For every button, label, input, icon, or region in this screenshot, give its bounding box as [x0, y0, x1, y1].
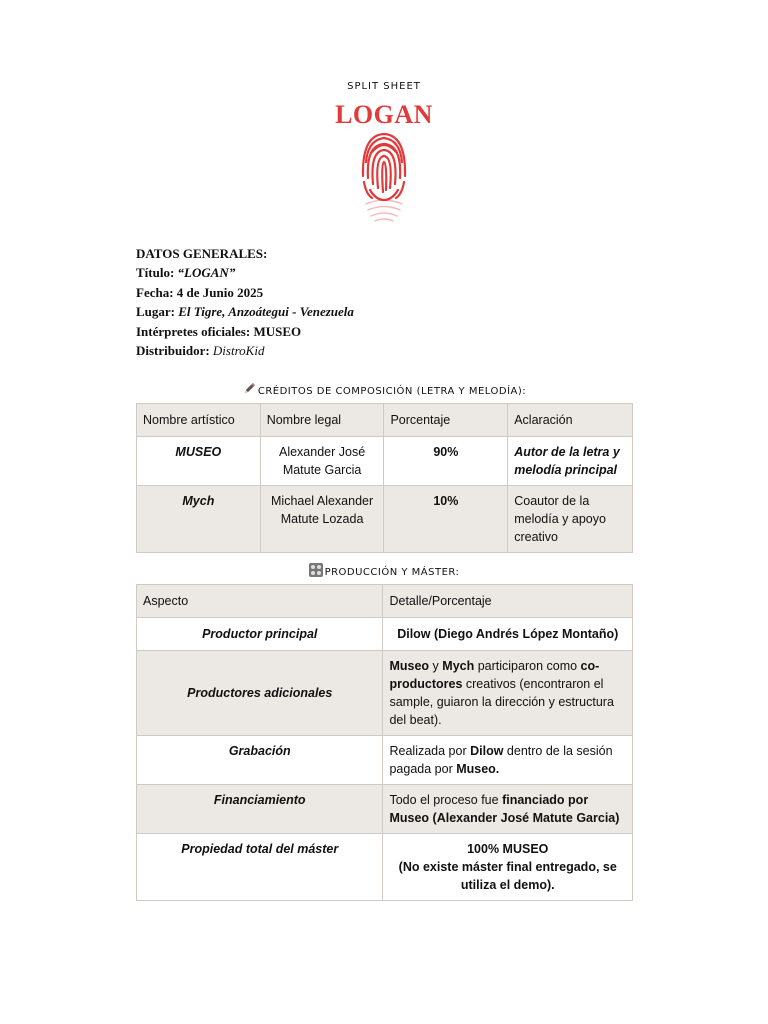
- table-row: [137, 785, 633, 834]
- performers-line: [136, 322, 636, 341]
- composition-credits-title: [0, 382, 768, 399]
- date-value: 4 de Junio 2025: [176, 284, 264, 300]
- place-line: [136, 302, 636, 321]
- place-label: Lugar:: [136, 304, 179, 320]
- detail-text: y: [429, 659, 443, 673]
- detail-text: financiado por Museo (Alexander José Matute Garcia): [389, 793, 620, 825]
- artistic-name-cell: MUSEO: [137, 437, 261, 486]
- aspect-cell: Grabación: [137, 736, 383, 785]
- percentage-cell: 90%: [384, 437, 508, 486]
- detail-text: (No existe máster final entregado, se utiliza el demo).: [398, 860, 617, 892]
- production-master-table: [136, 584, 633, 901]
- detail-text: creativos (encontraron el sample, guiaron la dirección y estructura del beat).: [389, 677, 614, 727]
- detail-text: Realizada por: [389, 744, 471, 758]
- header-percentage: Porcentaje: [384, 404, 508, 437]
- title-line: [136, 263, 636, 282]
- table-header-row: [137, 404, 633, 437]
- detail-text: Museo.: [456, 762, 500, 776]
- title-label: Título:: [136, 265, 178, 281]
- legal-name-cell: Alexander José Matute Garcia: [260, 437, 384, 486]
- header-aspect: Aspecto: [137, 585, 383, 618]
- production-master-title: [0, 563, 768, 580]
- detail-text: Todo el proceso fue: [389, 793, 503, 807]
- table-header-row: [137, 585, 633, 618]
- detail-cell: Dilow (Diego Andrés López Montaño): [383, 618, 633, 651]
- legal-name-cell: Michael Alexander Matute Lozada: [260, 486, 384, 553]
- pencil-icon: [242, 382, 256, 399]
- detail-text: dentro de la sesión pagada por: [389, 744, 613, 776]
- detail-cell: [383, 834, 633, 901]
- title-value: “LOGAN”: [177, 265, 236, 281]
- percentage-cell: 10%: [384, 486, 508, 553]
- document-kicker: SPLIT SHEET: [347, 81, 421, 92]
- clarification-cell: Autor de la letra y melodía principal: [508, 437, 633, 486]
- composition-credits-label: CRÉDITOS DE COMPOSICIÓN (LETRA Y MELODÍA):: [257, 386, 527, 397]
- production-master-label: PRODUCCIÓN Y MÁSTER:: [324, 567, 460, 578]
- detail-cell: [383, 651, 633, 736]
- aspect-cell: Productor principal: [137, 618, 383, 651]
- date-label: Fecha:: [136, 284, 177, 300]
- clarification-cell: Coautor de la melodía y apoyo creativo: [508, 486, 633, 553]
- general-data-block: [136, 244, 636, 360]
- header-artistic-name: Nombre artístico: [137, 404, 261, 437]
- header-clarification: Aclaración: [508, 404, 633, 437]
- general-data-heading: DATOS GENERALES:: [136, 246, 268, 261]
- date-line: [136, 283, 636, 302]
- composition-credits-table: [136, 403, 633, 553]
- detail-text: Museo: [389, 659, 430, 673]
- aspect-cell: Financiamiento: [137, 785, 383, 834]
- aspect-cell: Propiedad total del máster: [137, 834, 383, 901]
- artistic-name-cell: Mych: [137, 486, 261, 553]
- distributor-label: Distribuidor:: [136, 343, 213, 359]
- control-knobs-icon: [309, 563, 323, 580]
- performers-label: Intérpretes oficiales:: [136, 323, 254, 339]
- detail-text: participaron como: [474, 659, 581, 673]
- place-value: El Tigre, Anzoátegui - Venezuela: [178, 304, 354, 320]
- fingerprint-icon: [358, 132, 410, 224]
- distributor-value: DistroKid: [212, 343, 265, 359]
- table-row: [137, 437, 633, 486]
- detail-text: co-productores: [389, 659, 600, 691]
- table-row: [137, 834, 633, 901]
- header-legal-name: Nombre legal: [260, 404, 384, 437]
- performers-value: MUSEO: [253, 323, 302, 339]
- table-row: [137, 736, 633, 785]
- detail-cell: [383, 736, 633, 785]
- song-title-logo: LOGAN: [335, 100, 433, 129]
- detail-text: Dilow: [470, 744, 504, 758]
- table-row: [137, 651, 633, 736]
- distributor-line: [136, 341, 636, 360]
- table-row: [137, 618, 633, 651]
- detail-cell: [383, 785, 633, 834]
- aspect-cell: Productores adicionales: [137, 651, 383, 736]
- table-row: [137, 486, 633, 553]
- detail-text: Mych: [442, 659, 475, 673]
- header-detail: Detalle/Porcentaje: [383, 585, 633, 618]
- detail-text: 100% MUSEO: [467, 842, 549, 856]
